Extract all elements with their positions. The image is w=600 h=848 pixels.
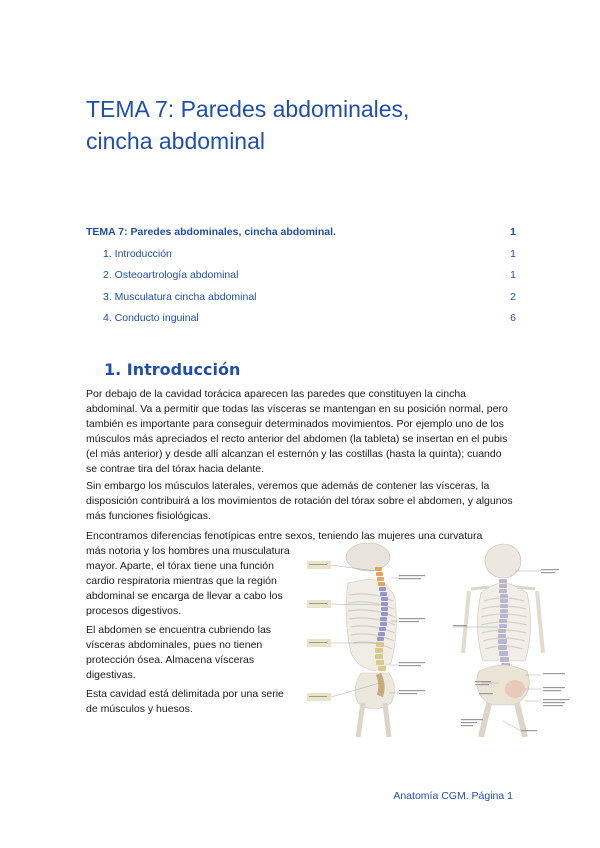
text-column [86, 544, 298, 721]
page-footer: Anatomía CGM. Página 1 [393, 790, 513, 802]
page-title-line2: cincha abdominal [86, 128, 266, 154]
toc-entry-label[interactable]: TEMA 7: Paredes abdominales, cincha abdominal. [86, 226, 336, 238]
page-title-line1: TEMA 7: Paredes abdominales, [86, 96, 410, 122]
table-of-contents [86, 226, 516, 334]
posterior-skeleton [453, 544, 569, 737]
toc-entry-label[interactable]: 4. Conducto inguinal [103, 312, 199, 324]
paragraph: Sin embargo los músculos laterales, veremos que además de contener las vísceras, la disposición contribuirá a los movimientos de rotación del tórax sobre el abdomen, y algunos más funciones fisiológicas. [86, 480, 513, 522]
toc-entry-label[interactable]: 1. Introducción [103, 247, 172, 260]
paragraph: Esta cavidad está delimitada por una serie de músculos y huesos. [86, 688, 284, 715]
toc-entry-page[interactable]: 1 [510, 269, 516, 281]
spine-illustration [303, 543, 579, 737]
toc-entry[interactable] [86, 269, 516, 291]
page-title [86, 93, 526, 157]
toc-entry[interactable] [86, 226, 516, 248]
paragraph: más notoria y los hombres una musculatura mayor. Aparte, el tórax tiene una función cardio respiratoria mientras que la región abdominal se encarga de llevar a cabo los procesos digestivos. [86, 545, 290, 617]
paragraph: Por debajo de la cavidad torácica aparecen las paredes que constituyen la cincha abdominal. Va a permitir que todas las vísceras se mantengan en su posición normal, pero también es importante para conseguir determinados movimientos. Por ejemplo uno de los músculos más apreciados el recto anterior del abdomen (la tableta) se insertan en el pubis (el más anterior) y desde allí alcanzan el esternón y las costillas (hasta la quinta); cuando se contrae tira del tórax hacia delante. [86, 388, 508, 475]
lateral-skeleton [307, 543, 425, 737]
toc-entry-label[interactable]: 2. Osteoartrología abdominal [103, 269, 239, 281]
toc-entry-page[interactable]: 1 [510, 247, 516, 260]
paragraph: El abdomen se encuentra cubriendo las vísceras abdominales, pues no tienen protección ósea. Almacena vísceras digestivas. [86, 624, 272, 681]
toc-entry[interactable] [86, 291, 516, 313]
toc-entry[interactable] [86, 248, 516, 270]
toc-entry-page[interactable]: 6 [510, 312, 516, 324]
toc-entry[interactable] [86, 312, 516, 334]
paragraph [86, 529, 516, 544]
paragraph-line: Encontramos diferencias fenotípicas entre sexos, teniendo las mujeres una curvatura [86, 530, 483, 542]
toc-entry-page[interactable]: 2 [510, 290, 516, 303]
section-heading: 1. Introducción [104, 360, 241, 379]
toc-entry-label[interactable]: 3. Musculatura cincha abdominal [103, 290, 257, 303]
toc-entry-page[interactable]: 1 [510, 226, 516, 238]
